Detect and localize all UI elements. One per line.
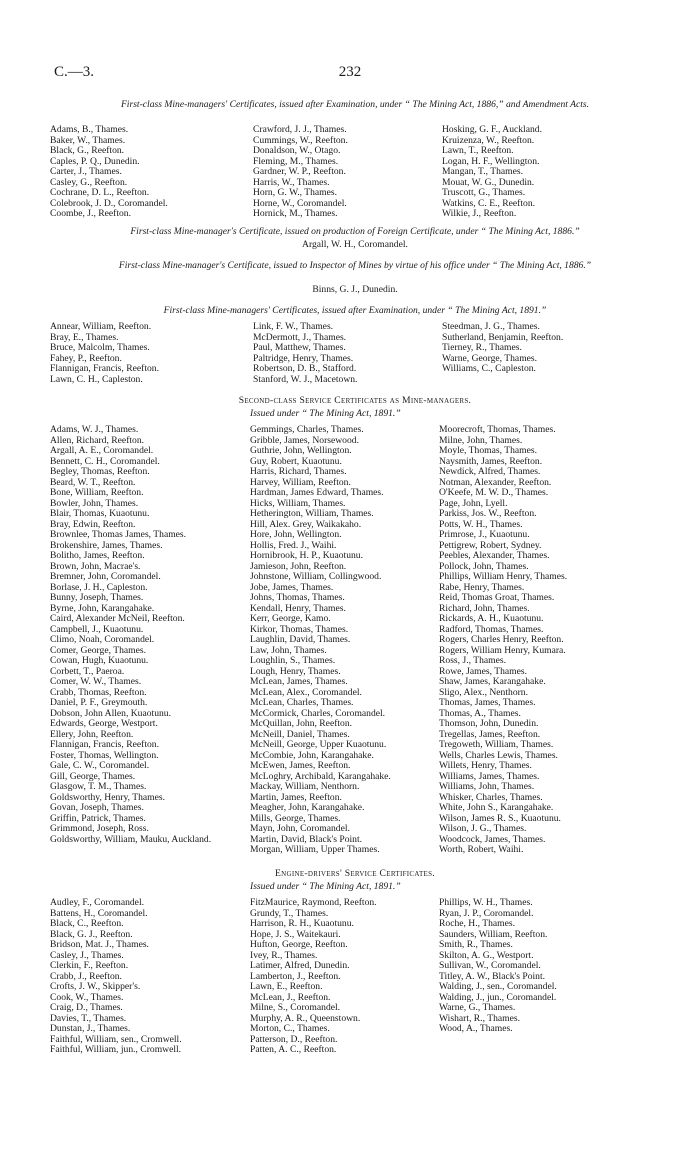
list-item: Wilson, James R. S., Kuaotunu. xyxy=(439,812,561,824)
list-item: Brown, John, Macrae's. xyxy=(50,560,141,572)
list-item: Argall, A. E., Coromandel. xyxy=(50,445,154,456)
list-item: Lough, Henry, Thames. xyxy=(250,665,341,677)
list-item: Harris, W., Thames. xyxy=(253,176,330,188)
list-item: Phillips, W. H., Thames. xyxy=(439,897,533,908)
section3-heading: First-class Mine-manager's Certificate, issued to Inspector of Mines by virtue of his office under “ The Mining Act, 1886.” xyxy=(118,260,592,271)
list-item: Harris, Richard, Thames. xyxy=(250,466,347,477)
list-item: McNeill, George, Upper Kuaotunu. xyxy=(250,739,387,750)
list-item: Gardner, W. P., Reefton. xyxy=(253,166,346,177)
list-item: Cook, W., Thames. xyxy=(50,991,124,1003)
list-item: Potts, W. H., Thames. xyxy=(439,518,523,530)
list-item: Annear, William, Reefton. xyxy=(50,321,152,332)
list-item: Laughlin, David, Thames. xyxy=(250,634,351,645)
list-item: Flannigan, Francis, Reefton. xyxy=(50,739,159,750)
list-item: Tregoweth, William, Thames. xyxy=(439,739,554,750)
list-item: Page, John, Lyell. xyxy=(439,497,508,509)
list-item: Robertson, D. B., Stafford. xyxy=(253,363,357,374)
section1-column-2 xyxy=(253,125,348,220)
list-item: Byrne, John, Karangahake. xyxy=(50,602,155,614)
list-item: Hetherington, William, Thames. xyxy=(250,508,374,519)
list-item: Naysmith, James, Reefton. xyxy=(439,455,543,467)
section5-column-2 xyxy=(250,425,391,856)
list-item: Newdick, Alfred, Thames. xyxy=(439,466,541,477)
list-item: Johnstone, William, Collingwood. xyxy=(250,571,382,582)
page-header xyxy=(0,64,700,82)
list-item: Bone, William, Reefton. xyxy=(50,487,144,498)
list-item: FitzMaurice, Raymond, Reefton. xyxy=(250,897,377,908)
list-item: White, John S., Karangahake. xyxy=(439,802,554,813)
list-item: Hufton, George, Reefton. xyxy=(250,939,348,950)
list-item: McDermott, J., Thames. xyxy=(253,331,347,343)
section5-subtitle: Issued under “ The Mining Act, 1891.” xyxy=(250,408,401,419)
list-item: Johns, Thomas, Thames. xyxy=(250,592,345,603)
list-item: Hardman, James Edward, Thames. xyxy=(250,487,384,498)
list-item: Whisker, Charles, Thames. xyxy=(439,791,543,803)
list-item: Patten, A. C., Reefton. xyxy=(250,1044,337,1055)
list-item: Rowe, James, Thames. xyxy=(439,665,528,677)
list-item: McLean, James, Thames. xyxy=(250,676,348,687)
list-item: Kirkor, Thomas, Thames. xyxy=(250,623,349,635)
list-item: Stanford, W. J., Macetown. xyxy=(253,373,358,385)
list-item: Wood, A., Thames. xyxy=(439,1023,513,1034)
list-item: Horne, W., Coromandel. xyxy=(253,197,347,209)
list-item: Glasgow, T. M., Thames. xyxy=(50,781,147,792)
list-item: Campbell, J., Kuaotunu. xyxy=(50,623,144,635)
list-item: McNeill, Daniel, Thames. xyxy=(250,728,350,740)
list-item: Mayn, John, Coromandel. xyxy=(250,823,350,834)
report-code: C.—3. xyxy=(54,64,95,80)
list-item: Caird, Alexander McNeil, Reefton. xyxy=(50,613,185,624)
list-item: Willets, Henry, Thames. xyxy=(439,760,532,771)
list-item: Faithful, William, jun., Cromwell. xyxy=(50,1044,182,1055)
list-item: Warne, George, Thames. xyxy=(442,352,538,364)
list-item: Crabb, J., Reefton. xyxy=(50,970,122,982)
list-item: Clerkin, F., Reefton. xyxy=(50,960,129,971)
list-item: McLean, Alex., Coromandel. xyxy=(250,686,362,698)
list-item: Pollock, John, Thames. xyxy=(439,560,529,572)
section6-column-3 xyxy=(439,898,557,1035)
list-item: Dobson, John Allen, Kuaotunu. xyxy=(50,707,171,719)
list-item: Dunstan, J., Thames. xyxy=(50,1023,131,1034)
list-item: Caples, P. Q., Dunedin. xyxy=(50,155,140,167)
list-item: Harrison, R. H., Kuaotunu. xyxy=(250,918,354,929)
list-item: Pettigrew, Robert, Sydney. xyxy=(439,539,542,551)
list-item: Black, G. J., Reefton. xyxy=(50,928,133,940)
list-item: Walding, J., jun., Coromandel. xyxy=(439,991,557,1003)
list-item: Hore, John, Wellington. xyxy=(250,529,342,540)
list-item: McEwen, James, Reefton. xyxy=(250,760,351,771)
list-item: Black, C., Reefton. xyxy=(50,918,124,929)
list-item: Williams, C., Capleston. xyxy=(442,363,536,374)
list-item: Tregellas, James, Reefton. xyxy=(439,728,541,740)
list-item: Radford, Thomas, Thames. xyxy=(439,623,544,635)
list-item: Harvey, William, Reefton. xyxy=(250,476,351,488)
list-item: McCombie, John, Karangahake. xyxy=(250,749,374,761)
section6-title: Engine-drivers' Service Certificates. xyxy=(275,868,435,879)
list-item: Meagher, John, Karangahake. xyxy=(250,802,365,813)
list-item: Worth, Robert, Waihi. xyxy=(439,844,524,855)
section4-column-2 xyxy=(253,322,357,385)
list-item: Audley, F., Coromandel. xyxy=(50,897,145,908)
list-item: Flannigan, Francis, Reefton. xyxy=(50,363,159,374)
section4-heading: First-class Mine-managers' Certificates, issued after Examination, under “ The Mining Act, 1891.” xyxy=(163,305,547,316)
list-item: Wishart, R., Thames. xyxy=(439,1012,520,1024)
list-item: Parkiss, Jos. W., Reefton. xyxy=(439,508,537,519)
list-item: Hosking, G. F., Auckland. xyxy=(442,124,542,135)
list-item: Kruizenza, W., Reefton. xyxy=(442,134,535,146)
list-item: Hollis, Fred. J., Waihi. xyxy=(250,539,337,551)
list-item: Ivey, R., Thames. xyxy=(250,949,318,961)
list-item: Donaldson, W., Otago. xyxy=(253,145,341,156)
list-item: Cummings, W., Reefton. xyxy=(253,134,348,146)
list-item: Allen, Richard, Reefton. xyxy=(50,434,145,446)
list-item: Martin, David, Black's Point. xyxy=(250,833,363,845)
list-item: Watkins, C. E., Reefton. xyxy=(442,197,536,209)
list-item: Fleming, M., Thames. xyxy=(253,155,339,167)
list-item: Roche, H., Thames. xyxy=(439,918,516,929)
list-item: Reid, Thomas Groat, Thames. xyxy=(439,592,555,603)
list-item: Coombe, J., Reefton. xyxy=(50,208,132,219)
list-item: Primrose, J., Kuaotunu. xyxy=(439,529,530,540)
list-item: Cowan, Hugh, Kuaotunu. xyxy=(50,655,149,666)
section1-heading: First-class Mine-managers' Certificates, issued after Examination, under “ The Mining Act, 1886,” and Amendment Acts. xyxy=(120,99,590,110)
section2-name: Argall, W. H., Coromandel. xyxy=(302,239,408,250)
list-item: Colebrook, J. D., Coromandel. xyxy=(50,197,168,209)
list-item: Mackay, William, Nenthorn. xyxy=(250,781,360,792)
list-item: Mills, George, Thames. xyxy=(250,812,341,824)
list-item: Woodcock, James, Thames. xyxy=(439,833,546,845)
list-item: Jamieson, John, Reefton. xyxy=(250,560,347,572)
list-item: Thomas, James, Thames. xyxy=(439,697,536,708)
section4-column-1 xyxy=(50,322,159,385)
list-item: Lawn, E., Reefton. xyxy=(250,981,323,992)
list-item: Titley, A. W., Black's Point. xyxy=(439,970,546,982)
list-item: Morton, C., Thames. xyxy=(250,1023,330,1034)
list-item: McLean, J., Reefton. xyxy=(250,991,331,1003)
list-item: Guy, Robert, Kuaotunu. xyxy=(250,455,342,467)
list-item: Comer, George, Thames. xyxy=(50,644,146,656)
list-item: Paul, Matthew, Thames. xyxy=(253,342,346,353)
list-item: Craig, D., Thames. xyxy=(50,1002,123,1013)
list-item: Link, F. W., Thames. xyxy=(253,321,334,332)
list-item: Black, G., Reefton. xyxy=(50,145,125,156)
list-item: Bennett, C. H., Coromandel. xyxy=(50,455,160,467)
list-item: Shaw, James, Karangahake. xyxy=(439,676,546,687)
list-item: Moyle, Thomas, Thames. xyxy=(439,445,537,456)
list-item: Mangan, T., Thames. xyxy=(442,166,523,177)
list-item: Goldsworthy, William, Mauku, Auckland. xyxy=(50,833,212,845)
list-item: Blair, Thomas, Kuaotunu. xyxy=(50,508,150,519)
list-item: Murphy, A. R., Queenstown. xyxy=(250,1012,361,1024)
section3-name: Binns, G. J., Dunedin. xyxy=(312,284,398,295)
list-item: Gill, George, Thames. xyxy=(50,770,136,782)
list-item: Martin, James, Reefton. xyxy=(250,791,342,803)
list-item: Ellery, John, Reefton. xyxy=(50,728,134,740)
list-item: Peebles, Alexander, Thames. xyxy=(439,550,550,561)
list-item: Rabe, Henry, Thames. xyxy=(439,581,525,593)
list-item: Skilton, A. G., Westport. xyxy=(439,949,534,961)
list-item: Brownlee, Thomas James, Thames. xyxy=(50,529,187,540)
list-item: O'Keefe, M. W. D., Thames. xyxy=(439,487,549,498)
list-item: Grimmond, Joseph, Ross. xyxy=(50,823,149,834)
list-item: Smith, R., Thames. xyxy=(439,939,513,950)
section1-column-1 xyxy=(50,125,168,220)
list-item: Wilkie, J., Reefton. xyxy=(442,208,517,219)
list-item: Baker, W., Thames. xyxy=(50,134,126,146)
section6-column-2 xyxy=(250,898,377,1056)
list-item: Lawn, C. H., Capleston. xyxy=(50,373,143,385)
list-item: Patterson, D., Reefton. xyxy=(250,1033,338,1045)
list-item: Bunny, Joseph, Thames. xyxy=(50,592,144,603)
list-item: Wells, Charles Lewis, Thames. xyxy=(439,749,558,761)
list-item: Begley, Thomas, Reefton. xyxy=(50,466,150,477)
section6-column-1 xyxy=(50,898,182,1056)
list-item: Thomas, A., Thames. xyxy=(439,707,521,719)
list-item: Crawford, J. J., Thames. xyxy=(253,124,347,135)
list-item: Milne, John, Thames. xyxy=(439,434,523,446)
list-item: Ryan, J. P., Coromandel. xyxy=(439,907,534,919)
list-item: Law, John, Thames. xyxy=(250,644,327,656)
section6-subtitle: Issued under “ The Mining Act, 1891.” xyxy=(250,881,401,892)
list-item: Rickards, A. H., Kuaotunu. xyxy=(439,613,544,624)
list-item: Daniel, P. F., Greymouth. xyxy=(50,697,148,708)
list-item: Carter, J., Thames. xyxy=(50,166,122,177)
list-item: Hicks, William, Thames. xyxy=(250,497,346,509)
list-item: Logan, H. F., Wellington. xyxy=(442,155,540,167)
list-item: Bremner, John, Coromandel. xyxy=(50,571,161,582)
list-item: Latimer, Alfred, Dunedin. xyxy=(250,960,350,971)
list-item: Kerr, George, Kamo. xyxy=(250,613,331,624)
list-item: Corbett, T., Paeroa. xyxy=(50,665,125,677)
list-item: Sligo, Alex., Nenthorn. xyxy=(439,686,529,698)
list-item: Gemmings, Charles, Thames. xyxy=(250,424,364,435)
list-item: Notman, Alexander, Reefton. xyxy=(439,476,552,488)
list-item: Crabb, Thomas, Reefton. xyxy=(50,686,147,698)
list-item: Fahey, P., Reefton. xyxy=(50,352,122,364)
list-item: Adams, W. J., Thames. xyxy=(50,424,139,435)
list-item: Ross, J., Thames. xyxy=(439,655,506,666)
list-item: Kendall, Henry, Thames. xyxy=(250,602,346,614)
list-item: Paltridge, Henry, Thames. xyxy=(253,352,354,364)
list-item: Crofts, J. W., Skipper's. xyxy=(50,981,141,992)
list-item: Borlase, J. H., Capleston. xyxy=(50,581,148,593)
list-item: Gale, C. W., Coromandel. xyxy=(50,760,150,771)
list-item: Loughlin, S., Thames. xyxy=(250,655,336,666)
section1-column-3 xyxy=(442,125,542,220)
list-item: Hill, Alex. Grey, Waikakaho. xyxy=(250,518,362,530)
list-item: Hornick, M., Thames. xyxy=(253,208,338,219)
list-item: Steedman, J. G., Thames. xyxy=(442,321,540,332)
list-item: Grundy, T., Thames. xyxy=(250,907,329,919)
list-item: Wilson, J. G., Thames. xyxy=(439,823,527,834)
list-item: Hope, J. S., Waitekauri. xyxy=(250,928,341,940)
list-item: Hornibrook, H. P., Kuaotunu. xyxy=(250,550,363,561)
list-item: Rogers, William Henry, Kumara. xyxy=(439,644,566,656)
list-item: Beard, W. T., Reefton. xyxy=(50,476,136,488)
list-item: Adams, B., Thames. xyxy=(50,124,129,135)
list-item: Guthrie, John, Wellington. xyxy=(250,445,352,456)
list-item: Richard, John, Thames. xyxy=(439,602,530,614)
list-item: Saunders, William, Reefton. xyxy=(439,928,548,940)
list-item: Bolitho, James, Reefton. xyxy=(50,550,145,561)
list-item: Sutherland, Benjamin, Reefton. xyxy=(442,331,564,343)
list-item: Faithful, William, sen., Cromwell. xyxy=(50,1033,182,1045)
list-item: Tierney, R., Thames. xyxy=(442,342,522,353)
list-item: Thomson, John, Dunedin. xyxy=(439,718,539,729)
list-item: Foster, Thomas, Wellington. xyxy=(50,749,159,761)
list-item: Bridson, Mat. J., Thames. xyxy=(50,939,149,950)
list-item: Brokenshire, James, Thames. xyxy=(50,539,163,551)
list-item: Bowler, John, Thames. xyxy=(50,497,139,509)
page-number: 232 xyxy=(338,64,362,80)
list-item: Bruce, Malcolm, Thames. xyxy=(50,342,150,353)
section5-column-1 xyxy=(50,425,229,845)
section5-column-3 xyxy=(439,425,567,856)
list-item: Truscott, G., Thames. xyxy=(442,187,526,198)
list-item: Edwards, George, Westport. xyxy=(50,718,158,729)
list-item: Bray, E., Thames. xyxy=(50,331,119,343)
list-item: Milne, S., Coromandel. xyxy=(250,1002,341,1013)
list-item: Goldsworthy, Henry, Thames. xyxy=(50,791,166,803)
list-item: Cochrane, D. L., Reefton. xyxy=(50,187,150,198)
list-item: Battens, H., Coromandel. xyxy=(50,907,148,919)
list-item: Casley, G., Reefton. xyxy=(50,176,128,188)
list-item: Govan, Joseph, Thames. xyxy=(50,802,144,813)
list-item: Rogers, Charles Henry, Reefton. xyxy=(439,634,564,645)
list-item: Warne, G., Thames. xyxy=(439,1002,516,1013)
list-item: McLean, Charles, Thames. xyxy=(250,697,354,708)
section5-title: Second-class Service Certificates as Mine-managers. xyxy=(238,395,472,406)
list-item: McCormick, Charles, Coromandel. xyxy=(250,707,386,719)
section4-column-3 xyxy=(442,322,563,375)
section2-heading: First-class Mine-manager's Certificate, issued on production of Foreign Certificate, under “ The Mining Act, 1886.” xyxy=(130,226,580,237)
list-item: Williams, John, Thames. xyxy=(439,781,535,792)
list-item: Lawn, T., Reefton. xyxy=(442,145,514,156)
list-item: Davies, T., Thames. xyxy=(50,1012,127,1024)
list-item: Climo, Noah, Coromandel. xyxy=(50,634,155,645)
list-item: Phillips, William Henry, Thames. xyxy=(439,571,568,582)
list-item: Moorecroft, Thomas, Thames. xyxy=(439,424,556,435)
list-item: McQuillan, John, Reefton. xyxy=(250,718,353,729)
list-item: Gribble, James, Norsewood. xyxy=(250,434,359,446)
list-item: Comer, W. W., Thames. xyxy=(50,676,142,687)
list-item: Jobe, James, Thames. xyxy=(250,581,334,593)
list-item: Williams, James, Thames. xyxy=(439,770,540,782)
list-item: McLoghry, Archibald, Karangahake. xyxy=(250,770,391,782)
list-item: Sullivan, W., Coromandel. xyxy=(439,960,541,971)
list-item: Morgan, William, Upper Thames. xyxy=(250,844,380,855)
list-item: Horn, G. W., Thames. xyxy=(253,187,338,198)
list-item: Casley, J., Thames. xyxy=(50,949,124,961)
list-item: Bray, Edwin, Reefton. xyxy=(50,518,136,530)
list-item: Mouat, W. G., Dunedin. xyxy=(442,176,535,188)
list-item: Griffin, Patrick, Thames. xyxy=(50,812,146,824)
list-item: Walding, J., sen., Coromandel. xyxy=(439,981,557,992)
list-item: Lamberton, J., Reefton. xyxy=(250,970,341,982)
